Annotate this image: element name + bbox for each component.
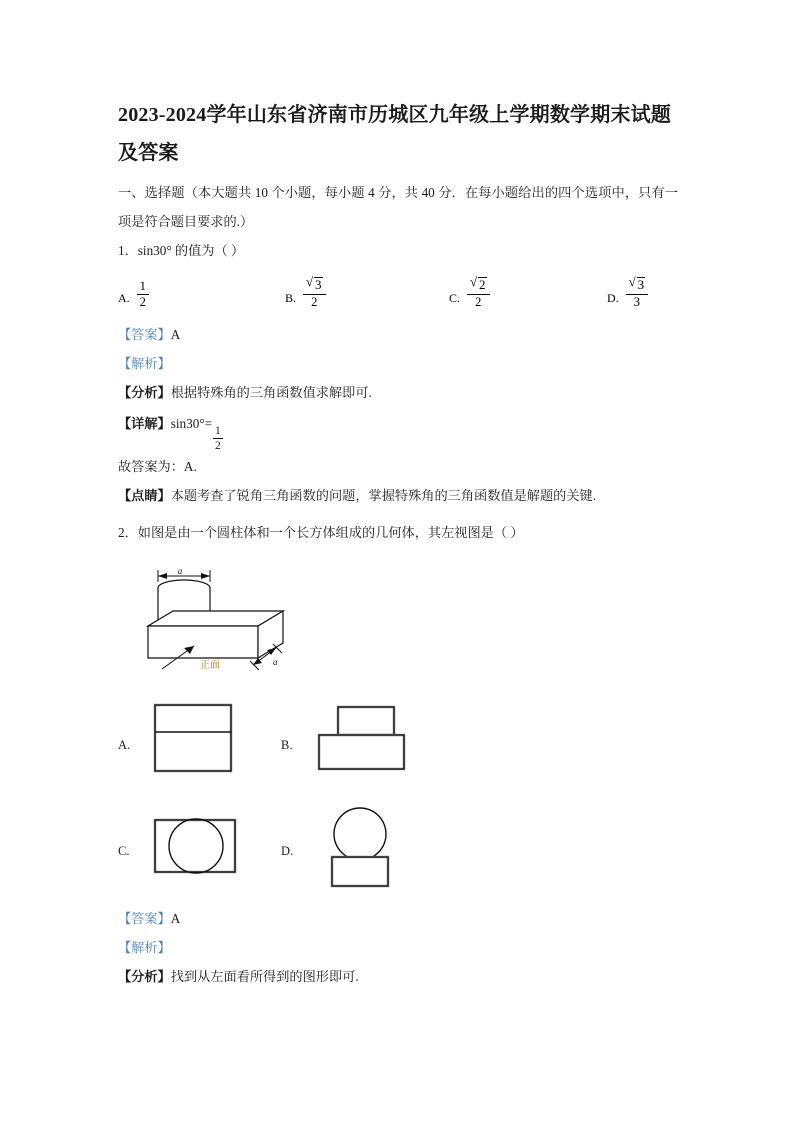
question-1-analysis-header	[118, 349, 678, 378]
detail-equals: =	[204, 416, 213, 431]
question-2-analysis-header	[118, 933, 678, 962]
sqrt-icon	[470, 276, 487, 293]
question-1-answer-line	[118, 320, 678, 349]
question-1-analysis	[118, 378, 678, 407]
question-2-analysis	[118, 962, 678, 991]
spacer	[118, 510, 678, 518]
section-intro: 一、选择题（本大题共 10 个小题，每小题 4 分，共 40 分．在每小题给出的四个选项中，只有一项是符合题目要求的.）	[118, 185, 678, 229]
fraction-sqrt3-over-3	[626, 276, 649, 309]
question-2-stem: 2．如图是由一个圆柱体和一个长方体组成的几何体，其左视图是（ ）	[118, 525, 524, 541]
question-2-answer-line	[118, 904, 678, 933]
fraction-numerator: 1	[139, 279, 146, 293]
fraction-denominator: 2	[215, 440, 221, 453]
cylinder-on-cuboid-diagram	[140, 564, 320, 684]
answer-label: 【答案】	[118, 911, 171, 927]
question-1-stem: 1．sin30° 的值为（ ）	[118, 243, 245, 258]
question-1-option-a[interactable]	[118, 280, 149, 309]
fraction-numerator	[467, 276, 490, 294]
question-2-option-a-letter: A.	[118, 738, 131, 753]
option-letter: A.	[118, 291, 130, 306]
option-letter: B.	[285, 291, 297, 306]
question-2-option-b-letter: B.	[281, 738, 293, 753]
circle-above-rectangle-icon	[316, 804, 416, 892]
answer-label: 【答案】	[118, 327, 171, 342]
question-1-options	[118, 272, 678, 318]
question-2-option-d-letter: D.	[281, 844, 294, 859]
radicand: 3	[315, 277, 322, 292]
question-2-options-row-2	[118, 800, 678, 904]
sqrt-icon	[629, 276, 646, 293]
circle-inside-rectangle-icon	[152, 812, 252, 888]
question-1-option-b[interactable]	[285, 276, 326, 309]
radicand: 3	[637, 277, 645, 292]
question-1-highlight	[118, 481, 678, 510]
detail-fraction	[213, 425, 223, 452]
fraction-sqrt2-over-2	[467, 276, 490, 309]
option-letter: C.	[449, 291, 461, 306]
highlight-label: 【点睛】	[118, 488, 171, 504]
svg-text:正面: 正面	[200, 660, 220, 672]
analysis-header-label: 【解析】	[118, 940, 171, 956]
fraction-denominator: 2	[467, 294, 490, 309]
svg-text:a: a	[177, 566, 183, 577]
fraction-one-half	[137, 280, 149, 309]
question-1-conclusion: 故答案为：A.	[118, 459, 197, 475]
option-letter: D.	[607, 291, 619, 306]
fraction-sqrt3-over-2	[303, 276, 326, 309]
analysis-text: 根据特殊角的三角函数值求解即可.	[170, 385, 372, 400]
fraction-numerator	[626, 276, 649, 294]
fraction-denominator: 3	[626, 294, 649, 309]
detail-label: 【详解】	[118, 416, 171, 431]
analysis-text: 找到从左面看所得到的图形即可.	[170, 969, 359, 985]
analysis-label: 【分析】	[118, 969, 171, 985]
question-2-option-b[interactable]	[316, 704, 426, 780]
page-title: 2023-2024学年山东省济南市历城区九年级上学期数学期末试题及答案	[118, 104, 672, 164]
fraction-denominator: 2	[303, 294, 326, 309]
question-2-option-c[interactable]	[152, 812, 252, 888]
fraction-numerator	[303, 276, 326, 294]
question-2-option-a[interactable]	[152, 702, 244, 780]
question-2-options-row-1	[118, 690, 678, 794]
fraction-numerator: 1	[215, 425, 221, 437]
small-rect-on-wide-rect-icon	[316, 704, 426, 780]
question-1-option-d[interactable]	[607, 276, 648, 309]
rectangle-split-horizontal-icon	[152, 702, 244, 780]
question-1-detail	[118, 407, 678, 452]
highlight-text: 本题考查了锐角三角函数的问题，掌握特殊角的三角函数值是解题的关键.	[170, 488, 597, 504]
detail-expression: sin30°	[170, 416, 205, 431]
question-2-figure	[140, 564, 320, 684]
analysis-header-label: 【解析】	[118, 356, 171, 371]
question-2-option-d[interactable]	[316, 804, 416, 892]
question-1-option-c[interactable]	[449, 276, 490, 309]
question-2-option-c-letter: C.	[118, 844, 130, 859]
svg-text:a: a	[273, 657, 278, 668]
analysis-label: 【分析】	[118, 385, 171, 400]
answer-value: A	[170, 327, 181, 342]
answer-value: A	[170, 911, 181, 927]
sqrt-icon	[306, 276, 323, 293]
radicand: 2	[479, 277, 486, 292]
fraction-denominator: 2	[137, 294, 149, 309]
document-content	[118, 96, 678, 991]
